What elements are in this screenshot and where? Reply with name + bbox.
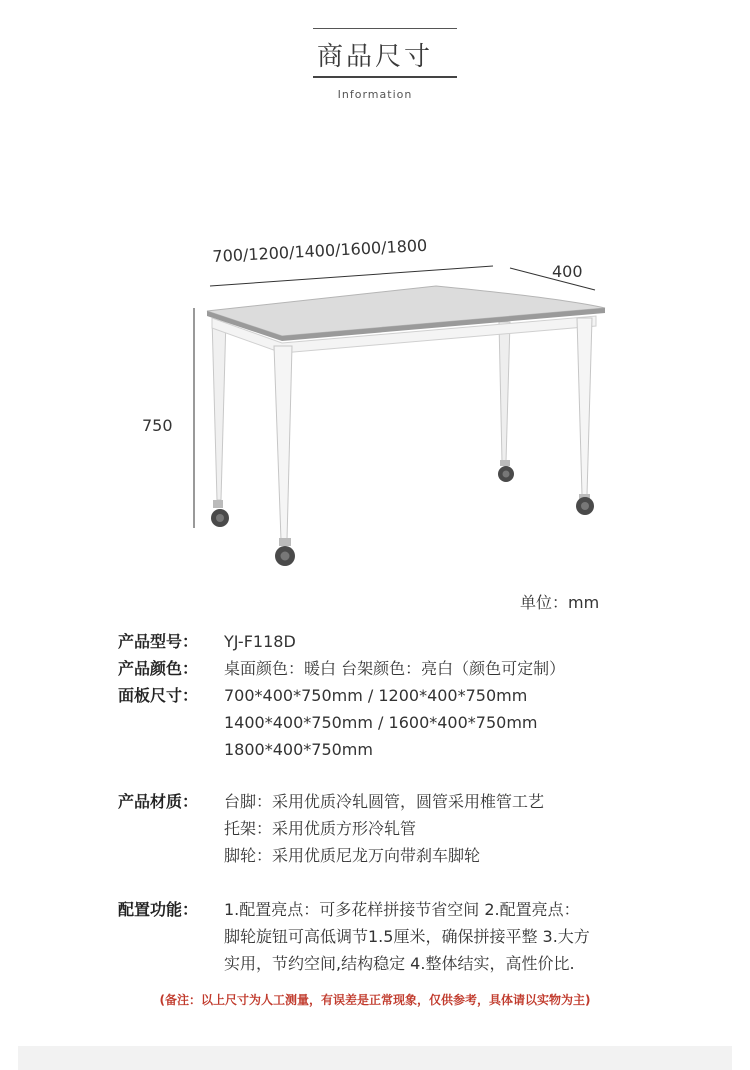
footer-bar: [18, 1046, 732, 1070]
material-line: 脚轮：采用优质尼龙万向带刹车脚轮: [224, 846, 481, 865]
material-line: 台脚：采用优质冷轧圆管，圆管采用椎管工艺: [224, 792, 545, 811]
depth-dimension-label: 400: [552, 262, 583, 281]
color-value: 桌面颜色：暖白 台架颜色：亮白（颜色可定制）: [224, 659, 566, 678]
size-line: 700*400*750mm / 1200*400*750mm: [224, 686, 528, 705]
disclaimer-note: (备注：以上尺寸为人工测量，有误差是正常现象，仅供参考，具体请以实物为主): [159, 993, 591, 1007]
length-dimension-line: [210, 266, 493, 286]
caster-front-right: [576, 494, 594, 515]
back-left-leg: [212, 318, 226, 500]
function-line: 1.配置亮点：可多花样拼接节省空间 2.配置亮点：: [224, 900, 580, 919]
front-right-leg: [577, 318, 592, 495]
height-dimension-label: 750: [142, 416, 173, 435]
length-dimension-label: 700/1200/1400/1600/1800: [212, 235, 428, 266]
function-label: 配置功能：: [118, 900, 199, 919]
size-label: 面板尺寸：: [118, 686, 199, 705]
unit-label: 单位：mm: [520, 593, 600, 612]
size-line: 1800*400*750mm: [224, 740, 373, 759]
page-title: 商品尺寸: [316, 42, 433, 72]
caster-back-right: [498, 460, 514, 482]
function-line: 脚轮旋钮可高低调节1.5厘米，确保拼接平整 3.大方: [224, 927, 590, 946]
caster-back-left: [211, 500, 229, 527]
back-right-leg: [499, 322, 510, 462]
color-label: 产品颜色：: [118, 659, 199, 678]
size-line: 1400*400*750mm / 1600*400*750mm: [224, 713, 538, 732]
material-line: 托架：采用优质方形冷轧管: [224, 819, 417, 838]
page-subtitle: Information: [337, 88, 413, 101]
caster-front-left: [275, 538, 295, 566]
model-value: YJ-F118D: [224, 632, 296, 651]
material-label: 产品材质：: [118, 792, 199, 811]
function-line: 实用，节约空间,结构稳定 4.整体结实，高性价比.: [224, 954, 575, 973]
model-label: 产品型号：: [118, 632, 199, 651]
front-left-leg: [274, 346, 292, 540]
